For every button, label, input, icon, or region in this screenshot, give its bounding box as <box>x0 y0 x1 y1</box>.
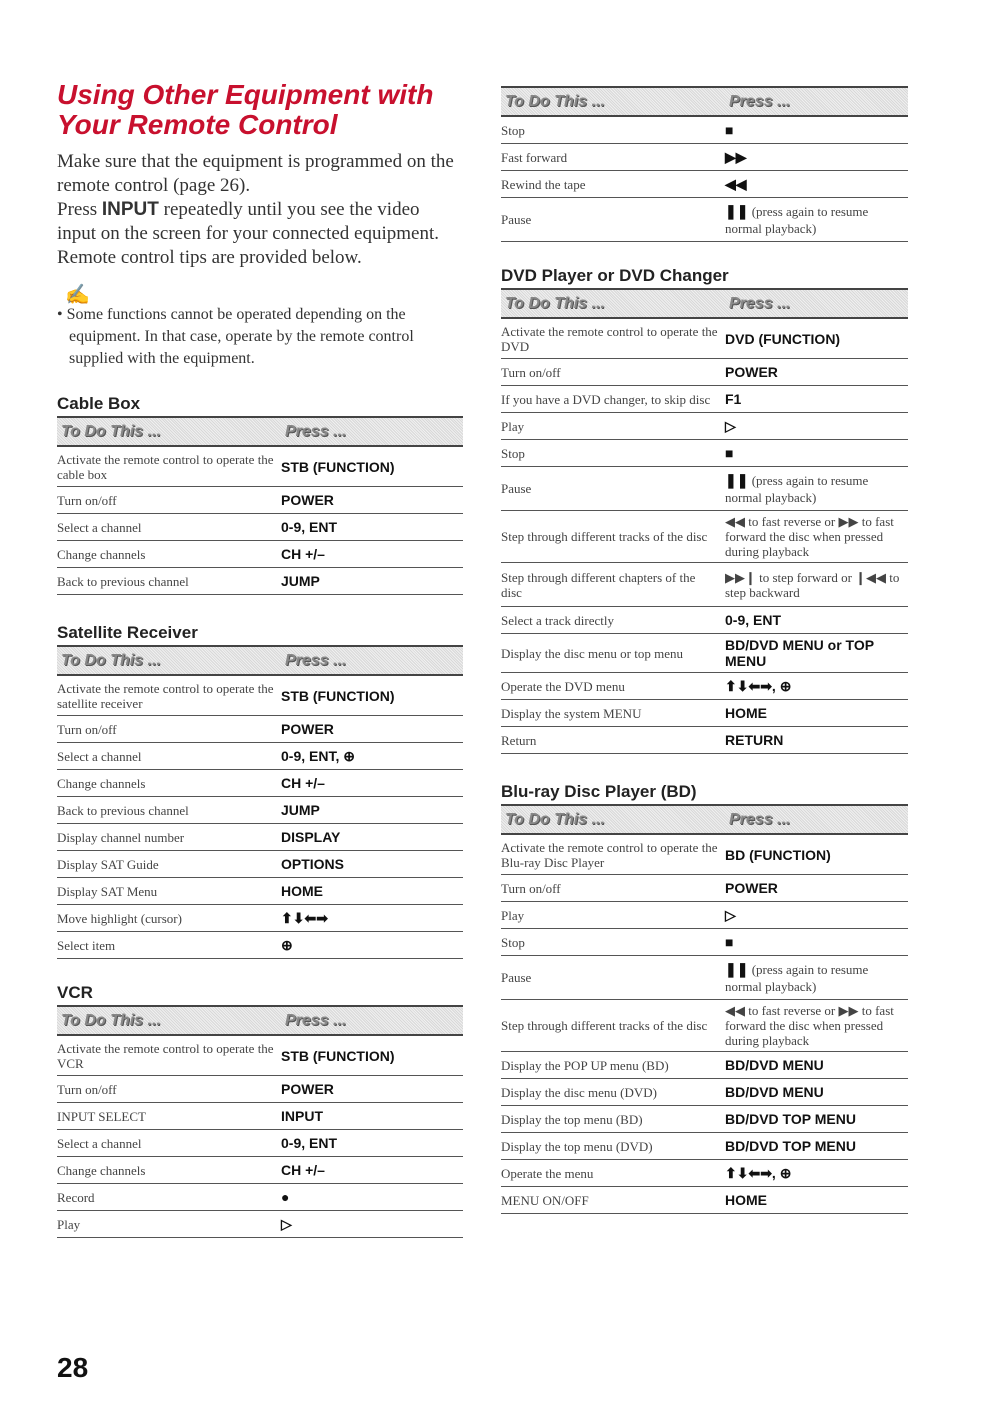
table-row <box>501 413 908 440</box>
action-text: Turn on/off <box>501 880 561 896</box>
press-cell <box>725 122 908 138</box>
table-header <box>57 645 463 676</box>
header-press: Press ... <box>285 651 347 669</box>
press-key: F1 <box>725 391 742 407</box>
press-key: ◀◀ to fast reverse or ▶▶ to fast forward the disc when pressed during playback <box>725 514 894 559</box>
table-vcr2 <box>501 86 908 242</box>
press-cell <box>725 612 908 628</box>
press-key: BD/DVD MENU <box>725 1084 824 1100</box>
press-cell <box>725 847 908 863</box>
table-row <box>501 467 908 511</box>
press-key: ❚❚ <box>725 471 749 488</box>
header-to-do-this: To Do This ... <box>505 810 605 828</box>
header-press: Press ... <box>729 92 791 110</box>
table-row <box>57 1076 463 1103</box>
press-key: JUMP <box>281 802 320 818</box>
press-key: BD (FUNCTION) <box>725 846 831 863</box>
action-text: Turn on/off <box>501 364 561 380</box>
action-text: Rewind the tape <box>501 176 586 192</box>
page-number: 28 <box>57 1352 89 1383</box>
action-text: Display the top menu (BD) <box>501 1111 643 1127</box>
press-cell <box>281 573 463 589</box>
left-tables <box>57 394 463 1238</box>
intro-paragraph-1: Make sure that the equipment is programmed on the remote control (page 26). <box>57 151 454 196</box>
right-column <box>501 0 908 1214</box>
intro-paragraph-3: Remote control tips are provided below. <box>57 247 362 268</box>
press-key: BD/DVD TOP MENU <box>725 1111 856 1127</box>
press-key: OPTIONS <box>281 856 345 872</box>
table-row <box>501 117 908 144</box>
press-cell <box>725 391 908 407</box>
table-row <box>501 144 908 171</box>
action-text: Return <box>501 732 537 748</box>
action-text: MENU ON/OFF <box>501 1192 589 1208</box>
press-key: ■ <box>725 934 734 950</box>
press-cell <box>725 445 908 461</box>
press-cell <box>725 1057 908 1073</box>
press-cell <box>725 364 908 380</box>
action-text: Activate the remote control to operate the satellite receiver <box>57 680 274 711</box>
left-column <box>57 0 463 1238</box>
table-row <box>57 514 463 541</box>
table-row <box>501 902 908 929</box>
action-text: Step through different tracks of the disc <box>501 529 708 544</box>
table-row <box>57 932 463 959</box>
press-key: ▶▶❙ to step forward or ❙◀◀ to step backward <box>725 569 900 600</box>
table-row <box>501 1133 908 1160</box>
table-row <box>501 440 908 467</box>
press-key: ■ <box>725 445 734 461</box>
press-key: ■ <box>725 122 734 138</box>
header-to-do-this: To Do This ... <box>505 92 605 110</box>
press-cell <box>725 1111 908 1127</box>
press-cell <box>725 472 908 506</box>
press-cell <box>725 514 908 559</box>
press-key: ◀◀ <box>725 176 747 192</box>
action-text: Record <box>57 1189 95 1205</box>
table-row <box>57 1130 463 1157</box>
table-row <box>501 198 908 242</box>
table-row <box>501 563 908 607</box>
press-key: 0-9, ENT <box>281 1135 338 1151</box>
press-key: ❚❚ <box>725 202 749 219</box>
press-key: 0-9, ENT <box>725 612 782 628</box>
press-key: ● <box>281 1189 290 1205</box>
press-cell <box>281 910 463 926</box>
header-to-do-this: To Do This ... <box>505 294 605 312</box>
table-row <box>57 770 463 797</box>
table-row <box>57 1157 463 1184</box>
action-text: Activate the remote control to operate the VCR <box>57 1040 274 1071</box>
table-row <box>501 727 908 754</box>
table-vcr <box>57 983 463 1238</box>
press-key: 0-9, ENT, ⊕ <box>281 748 355 764</box>
press-key: CH +/– <box>281 546 325 562</box>
press-cell <box>281 775 463 791</box>
press-key: ▶▶ <box>725 149 747 165</box>
action-text: Back to previous channel <box>57 802 189 818</box>
section-heading: VCR <box>57 983 93 1002</box>
press-key: CH +/– <box>281 1162 325 1178</box>
press-cell <box>725 934 908 950</box>
table-row <box>57 568 463 595</box>
action-text: Display the system MENU <box>501 705 642 721</box>
header-to-do-this: To Do This ... <box>61 1011 161 1029</box>
action-text: Move highlight (cursor) <box>57 910 182 926</box>
table-header <box>501 288 908 319</box>
action-text: Stop <box>501 934 525 950</box>
action-text: Play <box>57 1216 81 1232</box>
table-row <box>501 1187 908 1214</box>
header-to-do-this: To Do This ... <box>61 422 161 440</box>
action-text: Select a channel <box>57 748 142 764</box>
action-text: Fast forward <box>501 149 568 165</box>
section-heading: Blu-ray Disc Player (BD) <box>501 782 697 801</box>
header-press: Press ... <box>729 294 791 312</box>
table-dvd <box>501 266 908 754</box>
action-text: Turn on/off <box>57 1081 117 1097</box>
press-cell <box>281 519 463 535</box>
press-key: ⬆⬇⬅➡ <box>281 910 328 926</box>
press-key: JUMP <box>281 573 320 589</box>
table-satellite <box>57 623 463 959</box>
action-text: Turn on/off <box>57 492 117 508</box>
press-cell <box>725 678 908 694</box>
press-cell <box>725 1165 908 1181</box>
action-text: Operate the DVD menu <box>501 678 625 694</box>
header-press: Press ... <box>285 1011 347 1029</box>
press-key: ⬆⬇⬅➡, ⊕ <box>725 678 792 694</box>
action-text: Activate the remote control to operate the DVD <box>501 323 718 354</box>
press-cell <box>725 732 908 748</box>
header-press: Press ... <box>285 422 347 440</box>
press-key: RETURN <box>725 732 784 748</box>
press-cell <box>281 1162 463 1178</box>
action-text: Stop <box>501 122 525 138</box>
action-text: Display the disc menu (DVD) <box>501 1084 657 1100</box>
table-header <box>501 86 908 117</box>
table-row <box>57 743 463 770</box>
press-cell <box>725 176 908 192</box>
press-cell <box>725 880 908 896</box>
press-cell <box>281 1189 463 1205</box>
press-key: ◀◀ to fast reverse or ▶▶ to fast forward the disc when pressed during playback <box>725 1003 894 1048</box>
press-key: DISPLAY <box>281 829 341 845</box>
table-row <box>501 359 908 386</box>
press-cell <box>725 1084 908 1100</box>
press-note: (press again to resume normal playback) <box>725 961 869 994</box>
table-row <box>57 824 463 851</box>
press-cell <box>281 883 463 899</box>
section-heading: Cable Box <box>57 394 141 413</box>
action-text: Display SAT Menu <box>57 883 158 899</box>
table-row <box>57 1184 463 1211</box>
press-cell <box>725 705 908 721</box>
action-text: Display the POP UP menu (BD) <box>501 1057 669 1073</box>
table-row <box>57 676 463 716</box>
press-cell <box>281 1108 463 1124</box>
press-key: STB (FUNCTION) <box>281 687 395 704</box>
action-text: Step through different tracks of the disc <box>501 1018 708 1033</box>
table-row <box>501 1000 908 1052</box>
table-row <box>501 1160 908 1187</box>
action-text: Display the disc menu or top menu <box>501 645 683 661</box>
press-key: ⊕ <box>281 937 293 953</box>
section-heading: DVD Player or DVD Changer <box>501 266 729 285</box>
right-tables <box>501 86 908 1214</box>
press-cell <box>281 856 463 872</box>
action-text: Turn on/off <box>57 721 117 737</box>
table-cable <box>57 394 463 595</box>
press-key: POWER <box>725 364 778 380</box>
press-key: 0-9, ENT <box>281 519 338 535</box>
action-text: Pause <box>501 212 532 227</box>
press-key: ▷ <box>281 1216 292 1232</box>
page-title: Using Other Equipment with Your Remote Control <box>57 79 434 140</box>
press-key: POWER <box>281 1081 334 1097</box>
table-row <box>501 1079 908 1106</box>
press-key: ❚❚ <box>725 960 749 977</box>
press-key: ⬆⬇⬅➡, ⊕ <box>725 1165 792 1181</box>
press-key: HOME <box>281 883 323 899</box>
press-cell <box>725 570 908 600</box>
table-header <box>57 1005 463 1036</box>
table-row <box>501 673 908 700</box>
press-cell <box>281 688 463 704</box>
press-cell <box>725 203 908 237</box>
table-bd <box>501 782 908 1214</box>
press-cell <box>281 546 463 562</box>
press-cell <box>725 1192 908 1208</box>
press-cell <box>281 1135 463 1151</box>
press-cell <box>725 907 908 923</box>
table-row <box>57 1103 463 1130</box>
press-key: BD/DVD MENU or TOP MENU <box>725 637 874 669</box>
table-row <box>501 386 908 413</box>
table-row <box>501 319 908 359</box>
intro-text: repeatedly until you see the video input on the screen for your connected equipment. <box>57 199 439 244</box>
action-text: Activate the remote control to operate the Blu-ray Disc Player <box>501 839 718 870</box>
table-row <box>57 797 463 824</box>
action-text: If you have a DVD changer, to skip disc <box>501 391 711 407</box>
press-cell <box>725 149 908 165</box>
table-row <box>57 447 463 487</box>
action-text: Stop <box>501 445 525 461</box>
press-key: STB (FUNCTION) <box>281 1047 395 1064</box>
press-cell <box>281 829 463 845</box>
input-key-label: INPUT <box>101 199 159 220</box>
table-row <box>57 541 463 568</box>
action-text: Select a channel <box>57 519 142 535</box>
action-text: Pause <box>501 970 532 985</box>
table-row <box>57 716 463 743</box>
action-text: Display channel number <box>57 829 185 845</box>
press-key: INPUT <box>281 1108 323 1124</box>
action-text: Select item <box>57 937 116 953</box>
press-cell <box>281 1048 463 1064</box>
action-text: Change channels <box>57 775 146 791</box>
action-text: Select a channel <box>57 1135 142 1151</box>
intro-text: Press <box>57 199 102 220</box>
note-pencil-icon: ✍ <box>65 284 90 306</box>
action-text: Display SAT Guide <box>57 856 159 872</box>
table-row <box>57 878 463 905</box>
press-cell <box>281 721 463 737</box>
press-key: STB (FUNCTION) <box>281 458 395 475</box>
press-cell <box>725 961 908 995</box>
press-key: HOME <box>725 705 767 721</box>
table-row <box>57 487 463 514</box>
table-header <box>57 416 463 447</box>
press-key: POWER <box>281 492 334 508</box>
table-row <box>57 1036 463 1076</box>
table-row <box>57 1211 463 1238</box>
press-cell <box>281 459 463 475</box>
press-key: BD/DVD MENU <box>725 1057 824 1073</box>
press-key: CH +/– <box>281 775 325 791</box>
press-key: POWER <box>281 721 334 737</box>
action-text: Operate the menu <box>501 1165 594 1181</box>
press-key: POWER <box>725 880 778 896</box>
table-row <box>501 171 908 198</box>
press-key: ▷ <box>725 907 736 923</box>
press-key: HOME <box>725 1192 767 1208</box>
press-cell <box>725 418 908 434</box>
press-cell <box>281 1216 463 1232</box>
action-text: Change channels <box>57 546 146 562</box>
table-row <box>501 1106 908 1133</box>
table-row <box>501 1052 908 1079</box>
press-note: (press again to resume normal playback) <box>725 203 869 236</box>
table-row <box>501 607 908 634</box>
table-row <box>501 511 908 563</box>
press-cell <box>725 1003 908 1048</box>
section-heading: Satellite Receiver <box>57 623 198 642</box>
press-cell <box>281 937 463 953</box>
press-cell <box>281 492 463 508</box>
table-row <box>57 905 463 932</box>
action-text: Change channels <box>57 1162 146 1178</box>
press-cell <box>725 331 908 347</box>
action-text: Pause <box>501 481 532 496</box>
table-row <box>57 851 463 878</box>
press-key: ▷ <box>725 418 736 434</box>
press-key: DVD (FUNCTION) <box>725 330 841 347</box>
press-key: BD/DVD TOP MENU <box>725 1138 856 1154</box>
action-text: Activate the remote control to operate the cable box <box>57 451 274 482</box>
press-cell <box>281 802 463 818</box>
press-note: (press again to resume normal playback) <box>725 472 869 505</box>
table-row <box>501 700 908 727</box>
note-bullet: • Some functions cannot be operated depending on the equipment. In that case, operate by the remote control supplied with the equipment. <box>57 306 414 367</box>
press-cell <box>725 637 908 669</box>
action-text: Display the top menu (DVD) <box>501 1138 653 1154</box>
action-text: Play <box>501 907 525 923</box>
press-cell <box>281 748 463 764</box>
action-text: Step through different chapters of the disc <box>501 569 696 600</box>
table-row <box>501 634 908 673</box>
action-text: Select a track directly <box>501 612 614 628</box>
press-cell <box>281 1081 463 1097</box>
action-text: Play <box>501 418 525 434</box>
table-row <box>501 835 908 875</box>
header-to-do-this: To Do This ... <box>61 651 161 669</box>
table-row <box>501 956 908 1000</box>
header-press: Press ... <box>729 810 791 828</box>
table-header <box>501 804 908 835</box>
action-text: Back to previous channel <box>57 573 189 589</box>
table-row <box>501 929 908 956</box>
action-text: INPUT SELECT <box>57 1108 146 1124</box>
press-cell <box>725 1138 908 1154</box>
table-row <box>501 875 908 902</box>
intro-paragraph-2 <box>57 198 463 246</box>
